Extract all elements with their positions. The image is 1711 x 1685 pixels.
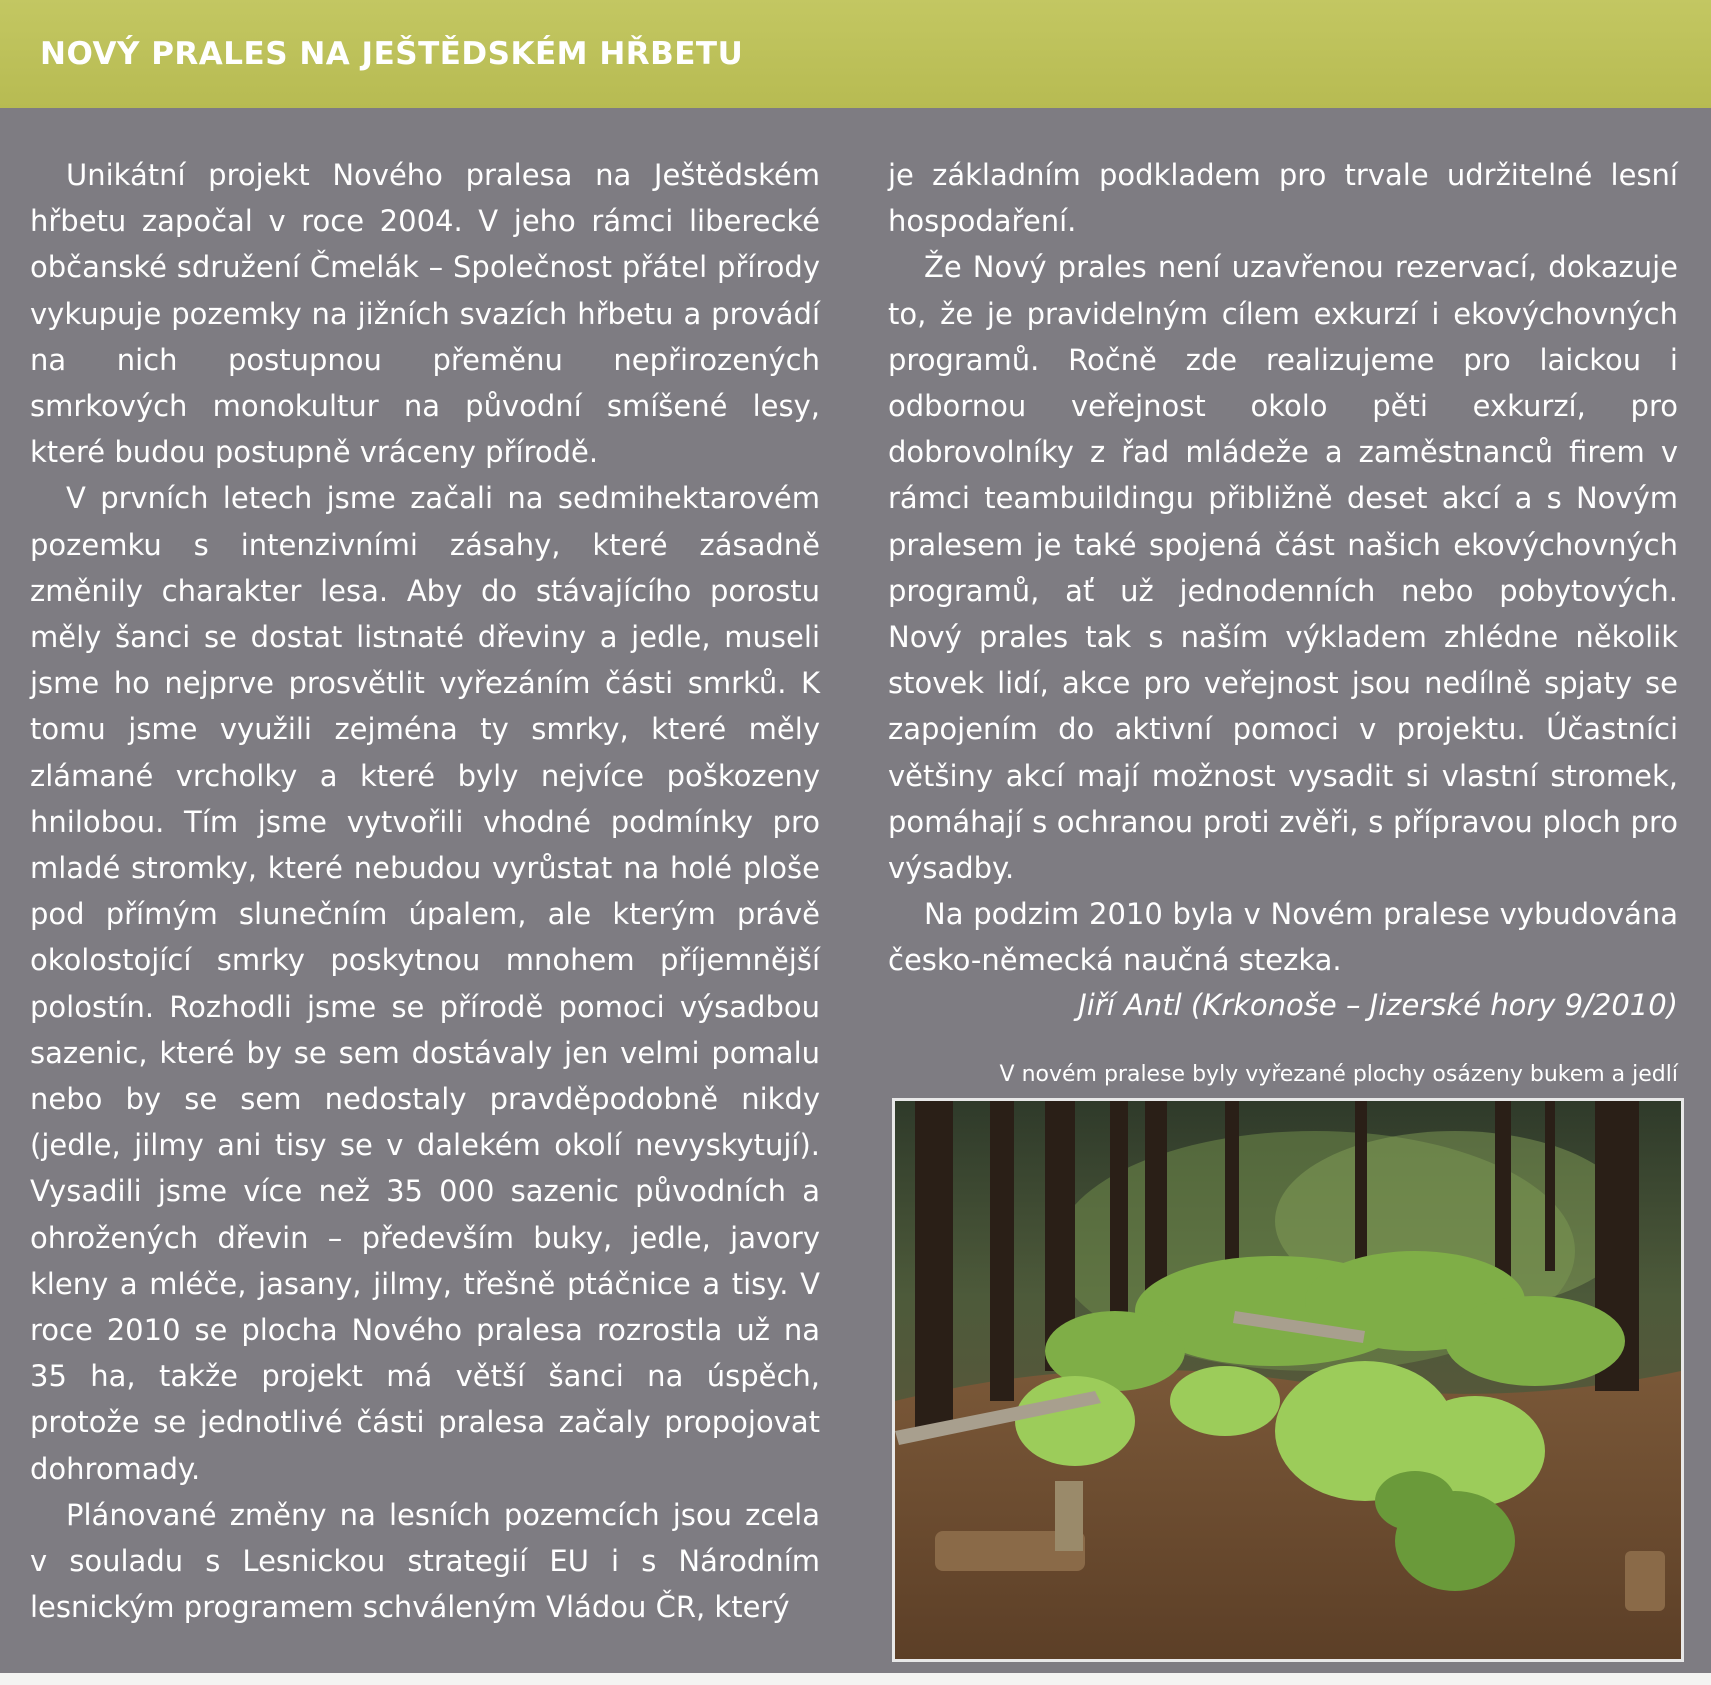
paragraph: Na podzim 2010 byla v Novém pralese vybudována česko-německá naučná stezka. bbox=[888, 897, 1678, 978]
forest-photo bbox=[892, 1098, 1684, 1662]
header-bar bbox=[0, 0, 1711, 108]
paragraph: Že Nový prales není uzavřenou rezervací, dokazuje to, že je pravidelným cílem exkurzí i ekovýchovných programů. Ročně zde realizujeme pro laickou i odbornou veřejnost okolo pěti exkurzí, pro dobrovolníky z řad mládeže a zaměstnanců firem v rámci teambuildingu přibližně deset akcí a s Novým pralesem je také spojená část našich ekovýchovných programů, ať už jednodenních nebo pobytových. Nový prales tak s naším výkladem zhlédne několik stovek lidí, akce pro veřejnost jsou nedílně spjaty se zapojením do aktivní pomoci v projektu. Účastníci většiny akcí mají možnost vysadit si vlastní stromek, pomáhají s ochranou proti zvěři, s přípravou ploch pro výsadby. bbox=[888, 250, 1678, 886]
article-title: NOVÝ PRALES NA JEŠTĚDSKÉM HŘBETU bbox=[40, 36, 744, 72]
right-column bbox=[888, 152, 1678, 984]
paragraph: Plánované změny na lesních pozemcích jsou zcela v souladu s Lesnickou strategií EU i s Národním lesnickým programem schváleným Vládou ČR, který bbox=[30, 1497, 820, 1625]
paragraph: V prvních letech jsme začali na sedmihektarovém pozemku s intenzivními zásahy, které zásadně změnily charakter lesa. Aby do stávajícího porostu měly šanci se dostat listnaté dřeviny a jedle, museli jsme ho nejprve prosvětlit vyřezáním části smrků. K tomu jsme využili zejména ty smrky, které měly zlámané vrcholky a které byly nejvíce poškozeny hnilobou. Tím jsme vytvořili vhodné podmínky pro mladé stromky, které nebudou vyrůstat na holé ploše pod přímým slunečním úpalem, ale kterým právě okolostojící smrky poskytnou mnohem příjemnější polostín. Rozhodli jsme se přírodě pomoci výsadbou sazenic, které by se sem dostávaly jen velmi pomalu nebo by se sem nedostaly pravděpodobně nikdy (jedle, jilmy ani tisy se v dalekém okolí nevyskytují). Vysadili jsme více než 35 000 sazenic původních a ohrožených dřevin – především buky, jedle, javory kleny a mléče, jasany, jilmy, třešně ptáčnice a tisy. V roce 2010 se plocha Nového pralesa rozrostla už na 35 ha, takže projekt má větší šanci na úspěch, protože se jednotlivé části pralesa začaly propojovat dohromady. bbox=[30, 481, 820, 1486]
paragraph: je základním podkladem pro trvale udržitelné lesní hospodaření. bbox=[888, 158, 1678, 239]
photo-caption: V novém pralese byly vyřezané plochy osázeny bukem a jedlí bbox=[999, 1062, 1678, 1087]
left-column bbox=[30, 152, 820, 1631]
article-body bbox=[0, 108, 1711, 1673]
author-signature: Jiří Antl (Krkonoše – Jizerské hory 9/2010) bbox=[1078, 988, 1678, 1022]
paragraph: Unikátní projekt Nového pralesa na Ještědském hřbetu započal v roce 2004. V jeho rámci liberecké občanské sdružení Čmelák – Společnost přátel přírody vykupuje pozemky na jižních svazích hřbetu a provádí na nich postupnou přeměnu nepřirozených smrkových monokultur na původní smíšené lesy, které budou postupně vráceny přírodě. bbox=[30, 158, 820, 470]
forest-illustration bbox=[895, 1101, 1681, 1659]
